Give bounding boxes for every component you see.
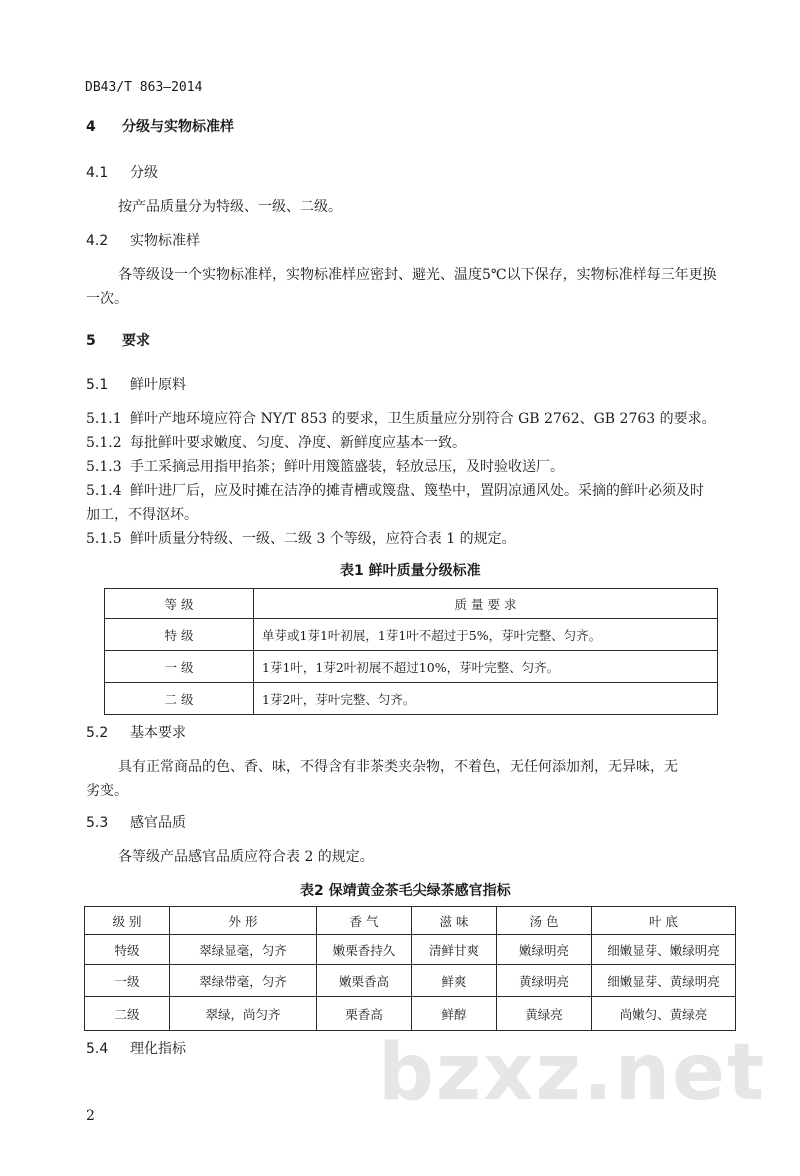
clause-text: 手工采摘忌用指甲掐茶；鲜叶用篾篮盛装，轻放忌压，及时验收送厂。 — [130, 459, 564, 475]
table-cell: 尚嫩匀、黄绿亮 — [592, 997, 736, 1031]
table-header-cell: 外 形 — [170, 907, 317, 935]
table-1-caption: 表1 鲜叶质量分级标准 — [340, 563, 481, 579]
clause-text: 鲜叶进厂后，应及时摊在洁净的摊青槽或篾盘、篾垫中，置阴凉通风处。采摘的鲜叶必须及时 — [130, 483, 704, 499]
table-cell: 特级 — [85, 935, 170, 965]
table-cell: 单芽或1芽1叶初展，1芽1叶不超过于5%，芽叶完整、匀齐。 — [254, 619, 718, 651]
clause-5-1-3 — [86, 456, 564, 476]
table-header-cell: 汤 色 — [497, 907, 592, 935]
paragraph-line: 一次。 — [86, 291, 128, 307]
table-cell: 黄绿亮 — [497, 997, 592, 1031]
section-5-1-heading — [86, 374, 186, 394]
clause-5-1-2 — [86, 432, 466, 452]
section-number: 4.1 — [86, 165, 109, 181]
section-4-heading — [86, 116, 234, 136]
section-number: 4 — [86, 119, 96, 135]
section-title: 基本要求 — [130, 725, 186, 741]
clause-number: 5.1.1 — [86, 411, 122, 427]
table-header-cell: 滋 味 — [412, 907, 497, 935]
table-cell: 翠绿，尚匀齐 — [170, 997, 317, 1031]
section-4-2-heading — [86, 230, 200, 250]
document-code: DB43/T 863—2014 — [85, 80, 203, 95]
page-number: 2 — [86, 1108, 95, 1124]
paragraph-line: 具有正常商品的色、香、味，不得含有非茶类夹杂物，不着色，无任何添加剂，无异味，无 — [118, 759, 678, 775]
table-header-cell: 香 气 — [317, 907, 412, 935]
paragraph-line: 劣变。 — [86, 783, 128, 799]
clause-text: 鲜叶质量分特级、一级、二级 3 个等级，应符合表 1 的规定。 — [130, 531, 516, 547]
section-title: 感官品质 — [130, 815, 186, 831]
table-cell: 一 级 — [105, 651, 254, 683]
section-title: 分级 — [130, 165, 158, 181]
table-row — [105, 651, 718, 683]
section-title: 分级与实物标准样 — [122, 119, 234, 135]
clause-number: 5.1.5 — [86, 531, 122, 547]
section-5-4-heading — [86, 1038, 186, 1058]
table-header-row — [105, 589, 718, 619]
table-header-cell: 等 级 — [105, 589, 254, 619]
clause-continuation: 加工，不得沤坏。 — [86, 507, 198, 523]
table-cell: 二 级 — [105, 683, 254, 715]
section-number: 5.3 — [86, 815, 109, 831]
paragraph: 按产品质量分为特级、一级、二级。 — [118, 199, 342, 215]
clause-text: 每批鲜叶要求嫩度、匀度、净度、新鲜度应基本一致。 — [130, 435, 466, 451]
table-cell: 二级 — [85, 997, 170, 1031]
table-cell: 细嫩显芽、黄绿明亮 — [592, 965, 736, 997]
table-2-caption: 表2 保靖黄金茶毛尖绿茶感官指标 — [300, 883, 511, 899]
table-row — [85, 935, 736, 965]
clause-text: 鲜叶产地环境应符合 NY/T 853 的要求，卫生质量应分别符合 GB 2762、GB 2763 的要求。 — [130, 411, 716, 427]
section-number: 5 — [86, 333, 96, 349]
table-row — [105, 683, 718, 715]
section-number: 4.2 — [86, 233, 109, 249]
clause-number: 5.1.2 — [86, 435, 122, 451]
section-title: 鲜叶原料 — [130, 377, 186, 393]
table-cell: 鲜爽 — [412, 965, 497, 997]
section-5-2-heading — [86, 722, 186, 742]
table-2 — [84, 906, 736, 1031]
table-row — [105, 619, 718, 651]
section-title: 实物标准样 — [130, 233, 200, 249]
table-cell: 清鲜甘爽 — [412, 935, 497, 965]
table-cell: 黄绿明亮 — [497, 965, 592, 997]
clause-number: 5.1.4 — [86, 483, 122, 499]
table-cell: 嫩绿明亮 — [497, 935, 592, 965]
table-header-cell: 级 别 — [85, 907, 170, 935]
table-1 — [104, 588, 718, 715]
table-cell: 1芽1叶，1芽2叶初展不超过10%，芽叶完整、匀齐。 — [254, 651, 718, 683]
watermark: bzxz.net — [378, 1028, 767, 1118]
table-cell: 鲜醇 — [412, 997, 497, 1031]
paragraph-line: 各等级设一个实物标准样，实物标准样应密封、避光、温度5℃以下保存，实物标准样每三年更换 — [118, 267, 717, 283]
paragraph: 各等级产品感官品质应符合表 2 的规定。 — [118, 849, 374, 865]
table-cell: 一级 — [85, 965, 170, 997]
section-number: 5.4 — [86, 1041, 109, 1057]
table-cell: 翠绿带毫，匀齐 — [170, 965, 317, 997]
clause-5-1-1 — [86, 408, 716, 428]
table-cell: 1芽2叶，芽叶完整、匀齐。 — [254, 683, 718, 715]
section-title: 理化指标 — [130, 1041, 186, 1057]
section-5-3-heading — [86, 812, 186, 832]
table-cell: 嫩栗香持久 — [317, 935, 412, 965]
table-header-cell: 质 量 要 求 — [254, 589, 718, 619]
section-number: 5.2 — [86, 725, 109, 741]
table-row — [85, 997, 736, 1031]
table-cell: 细嫩显芽、嫩绿明亮 — [592, 935, 736, 965]
section-4-1-heading — [86, 162, 158, 182]
table-header-cell: 叶 底 — [592, 907, 736, 935]
clause-5-1-5 — [86, 528, 516, 548]
section-number: 5.1 — [86, 377, 109, 393]
table-cell: 栗香高 — [317, 997, 412, 1031]
section-title: 要求 — [122, 333, 150, 349]
table-cell: 翠绿显毫，匀齐 — [170, 935, 317, 965]
clause-5-1-4 — [86, 480, 704, 500]
section-5-heading — [86, 330, 150, 350]
table-header-row — [85, 907, 736, 935]
table-cell: 嫩栗香高 — [317, 965, 412, 997]
clause-number: 5.1.3 — [86, 459, 122, 475]
table-row — [85, 965, 736, 997]
table-cell: 特 级 — [105, 619, 254, 651]
